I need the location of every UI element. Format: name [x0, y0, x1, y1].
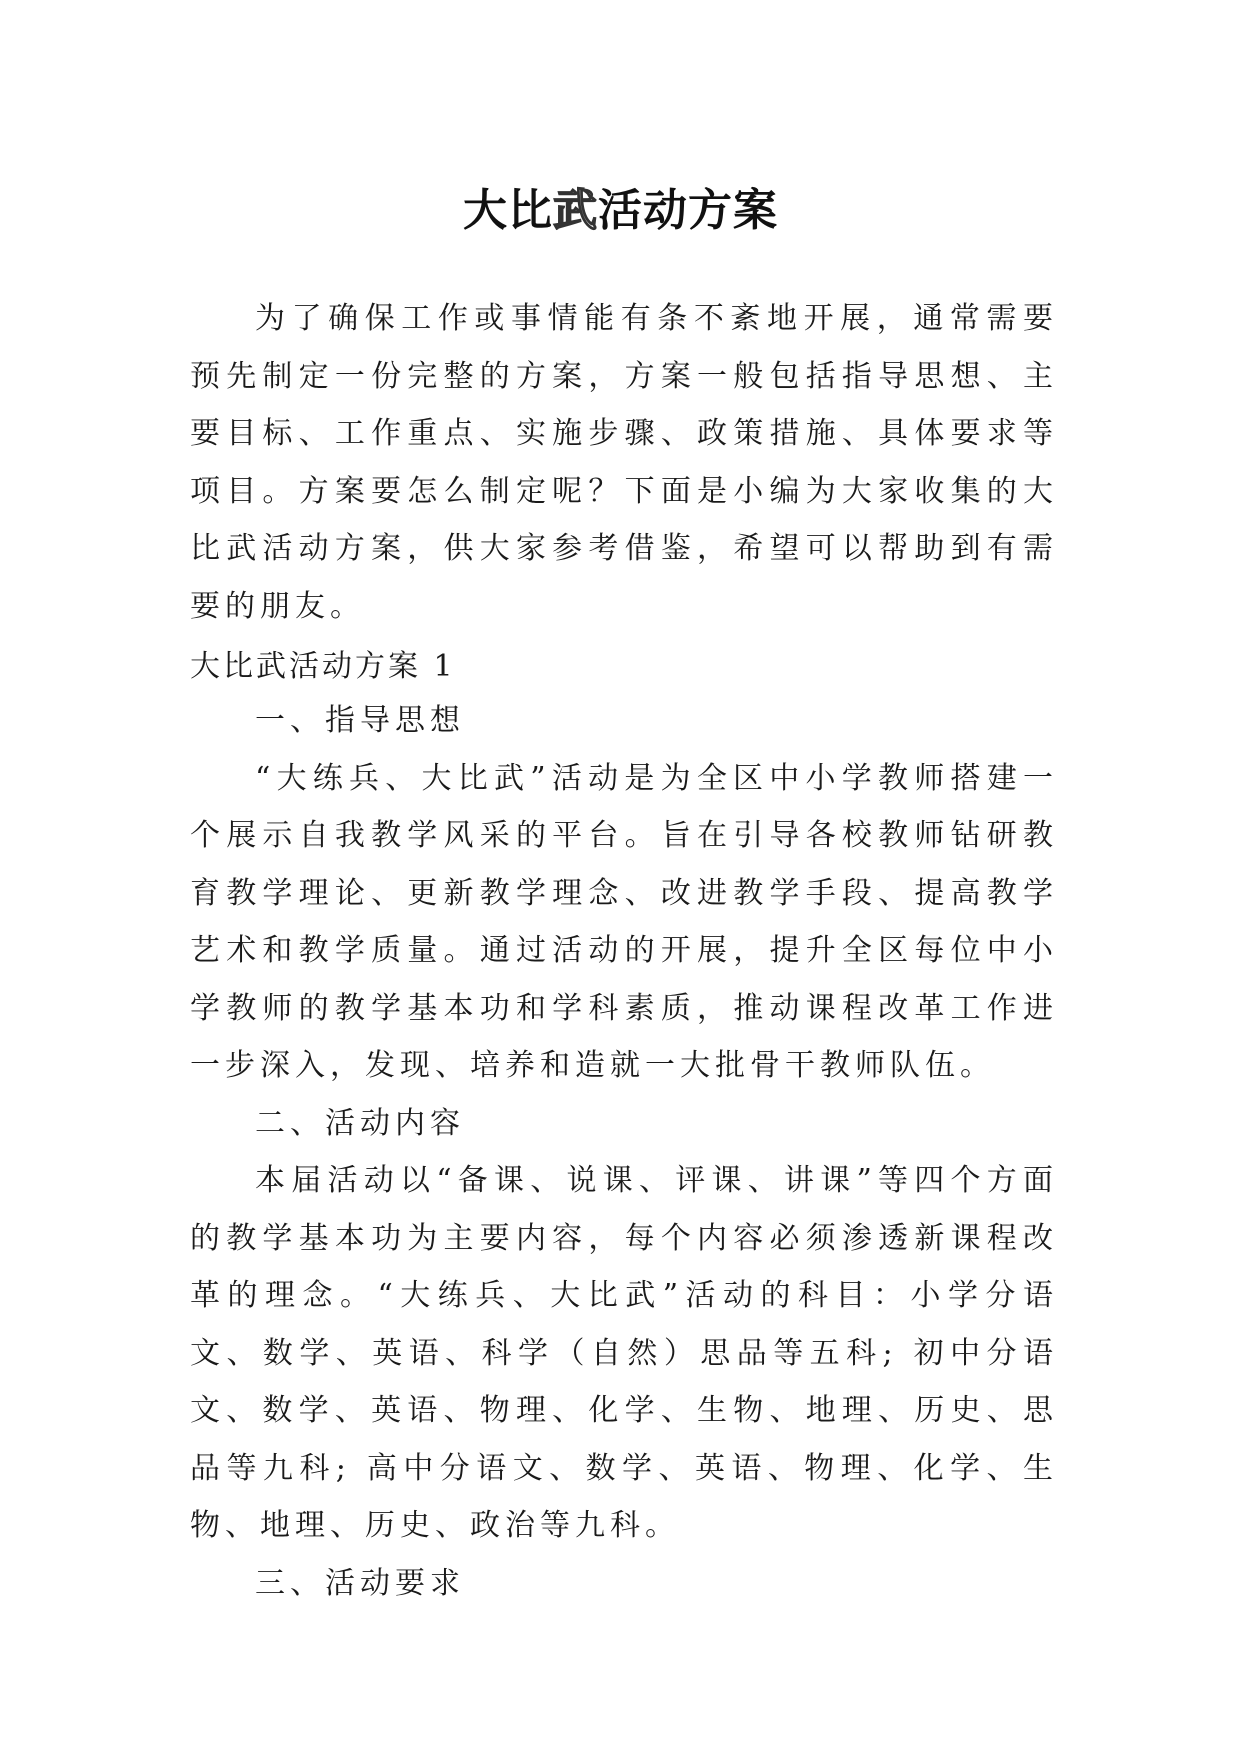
paragraph-activity-content: 本届活动以“备课、说课、评课、讲课”等四个方面的教学基本功为主要内容，每个内容必须渗透新课程改革的理念。“大练兵、大比武”活动的科目：小学分语文、数学、英语、科学（自然）思品等五科; 初中分语文、数学、英语、物理、化学、生物、地理、历史、思品等九科; 高中分语文、数学、英语、物理、化学、生物、地理、历史、政治等九科。 [190, 1163, 1058, 1543]
heading-activity-requirements: 三、活动要求 [255, 1565, 465, 1601]
title-part-before: 大比 [463, 185, 553, 237]
paragraph-guiding-ideology: “大练兵、大比武”活动是为全区中小学教师搭建一个展示自我教学风采的平台。旨在引导各校教师钻研教育教学理论、更新教学理念、改进教学手段、提高教学艺术和教学质量。通过活动的开展，提升全区每位中小学教师的教学基本功和学科素质，推动课程改革工作进一步深入，发现、培养和造就一大批骨干教师队伍。 [190, 760, 1058, 1083]
intro-block [190, 290, 1058, 635]
section-heading: 大比武活动方案 1 [190, 649, 456, 684]
document-title [0, 181, 1241, 241]
title-part-after: 活动方案 [598, 185, 778, 237]
intro-paragraph: 为了确保工作或事情能有条不紊地开展，通常需要预先制定一份完整的方案，方案一般包括指导思想、主要目标、工作重点、实施步骤、政策措施、具体要求等项目。方案要怎么制定呢？下面是小编为大家收集的大比武活动方案，供大家参考借鉴，希望可以帮助到有需要的朋友。 [190, 301, 1058, 624]
section-content [190, 692, 1058, 1612]
heading-guiding-ideology: 一、指导思想 [255, 703, 465, 738]
title-outlined-char: 武 [553, 185, 598, 237]
heading-activity-content: 二、活动内容 [255, 1105, 465, 1141]
